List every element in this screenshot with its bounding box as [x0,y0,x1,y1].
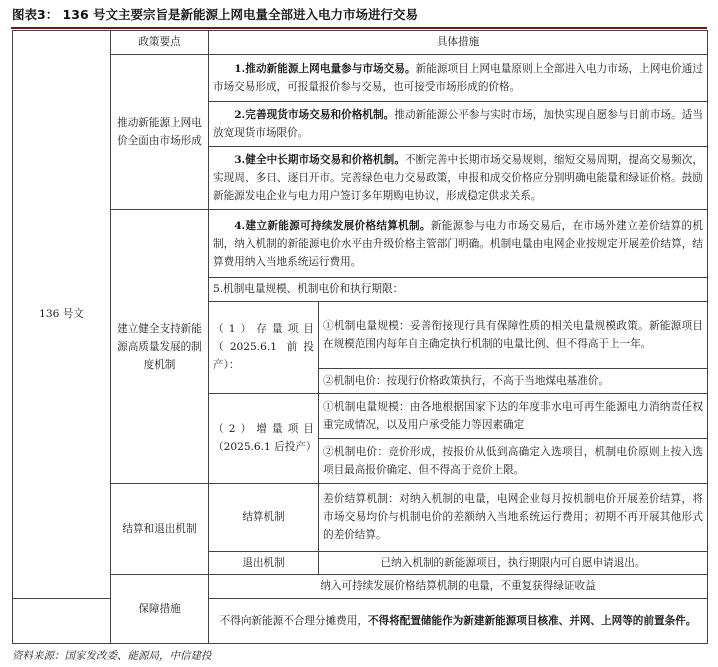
measure-3 [209,146,708,210]
header-measures: 具体措施 [209,31,708,55]
figure-title: 图表3： 136 号文主要宗旨是新能源上网电量全部进入电力市场进行交易 [12,7,418,22]
stock-project-label: （1）存量项目（2025.6.1 前投产）： [209,301,319,393]
source-note: 资料来源：国家发改委、能源局，中信建投 [12,650,212,662]
section1-label: 推动新能源上网电价全面由市场形成 [111,54,209,210]
incremental-price: ②机制电价：竞价形成，按报价从低到高确定入选项目，机制电价原则上按入选项目最高报价确定、但不得高于竞价上限。 [319,438,708,483]
measure-3-text: 不断完善中长期市场交易规则，缩短交易周期，提高交易频次，实现周、多日、逐日开市。完善绿色电力交易政策，申报和成交价格应分别明确电能量和绿证价格。鼓励新能源发电企业与电力用户签订多年期购电协议，形成稳定供求关系。 [213,154,704,203]
safeguard-1: 纳入可持续发展价格结算机制的电量，不重复获得绿证收益 [209,575,708,599]
stock-volume: ①机制电量规模：妥善衔接现行具有保障性质的相关电量规模政策。新能源项目在规模范围内每年自主确定执行机制的电量比例、但不得高于上一年。 [319,301,708,369]
measure-1 [209,54,708,101]
measure-5: 5.机制电量规模、机制电价和执行期限： [209,277,708,301]
measure-1-heading: 1.推动新能源上网电量参与市场交易。 [234,62,416,75]
measure-2-heading: 2.完善现货市场交易和价格机制。 [234,108,395,121]
table-row [13,54,708,101]
settlement-label: 结算机制 [209,483,319,551]
measure-1-text: 新能源项目上网电量原则上全部进入电力市场，上网电价通过市场交易形成，可报量报价参与交易，也可接受市场形成的价格。 [213,62,703,93]
measure-4-heading: 4.建立新能源可持续发展价格结算机制。 [234,219,431,232]
incremental-project-label: （2）增量项目（2025.6.1 后投产） [209,393,319,483]
measure-4 [209,210,708,278]
title-rule [11,27,707,29]
safeguard-2-bold: 不得将配置储能作为新建新能源项目核准、并网、上网等的前置条件。 [367,614,697,627]
policy-table [12,30,708,644]
measure-4-text: 新能源参与电力市场交易后，在市场外建立差价结算的机制，纳入机制的新能源电价水平由升级价格主管部门明确。机制电量由电网企业按规定开展差价结算，结算费用纳入当地系统运行费用。 [213,219,704,268]
exit-text: 已纳入机制的新能源项目，执行期限内可自愿申请退出。 [319,551,708,575]
table-header-row [13,31,708,55]
stock-price: ②机制电价：按现行价格政策执行，不高于当地煤电基准价。 [319,369,708,394]
measure-3-heading: 3.健全中长期市场交易和价格机制。 [234,154,405,167]
section4-label: 保障措施 [111,575,209,644]
section3-label: 结算和退出机制 [111,483,209,574]
table-row [13,483,708,551]
doc-label-spacer [13,598,111,643]
safeguard-2 [209,598,708,643]
measure-2 [209,101,708,146]
header-policy: 政策要点 [111,31,209,55]
safeguard-2-normal: 不得向新能源不合理分摊费用， [219,614,368,627]
settlement-text: 差价结算机制：对纳入机制的电量，电网企业每月按机制电价开展差价结算，将市场交易均价与机制电价的差额纳入当地系统运行费用；初期不再开展其他形式的差价结算。 [319,483,708,551]
measure-2-text: 推动新能源公平参与实时市场，加快实现自愿参与日前市场。适当放宽现货市场限价。 [213,108,704,139]
doc-label-cell [13,31,111,599]
incremental-volume: ①机制电量规模：由各地根据国家下达的年度非水电可再生能源电力消纳责任权重完成情况，以及用户承受能力等因素确定 [319,393,708,438]
section2-label: 建立健全支持新能源高质量发展的制度机制 [111,210,209,484]
table-row [13,575,708,599]
exit-label: 退出机制 [209,551,319,575]
table-row [13,210,708,278]
doc-label: 136 号文 [39,308,84,321]
